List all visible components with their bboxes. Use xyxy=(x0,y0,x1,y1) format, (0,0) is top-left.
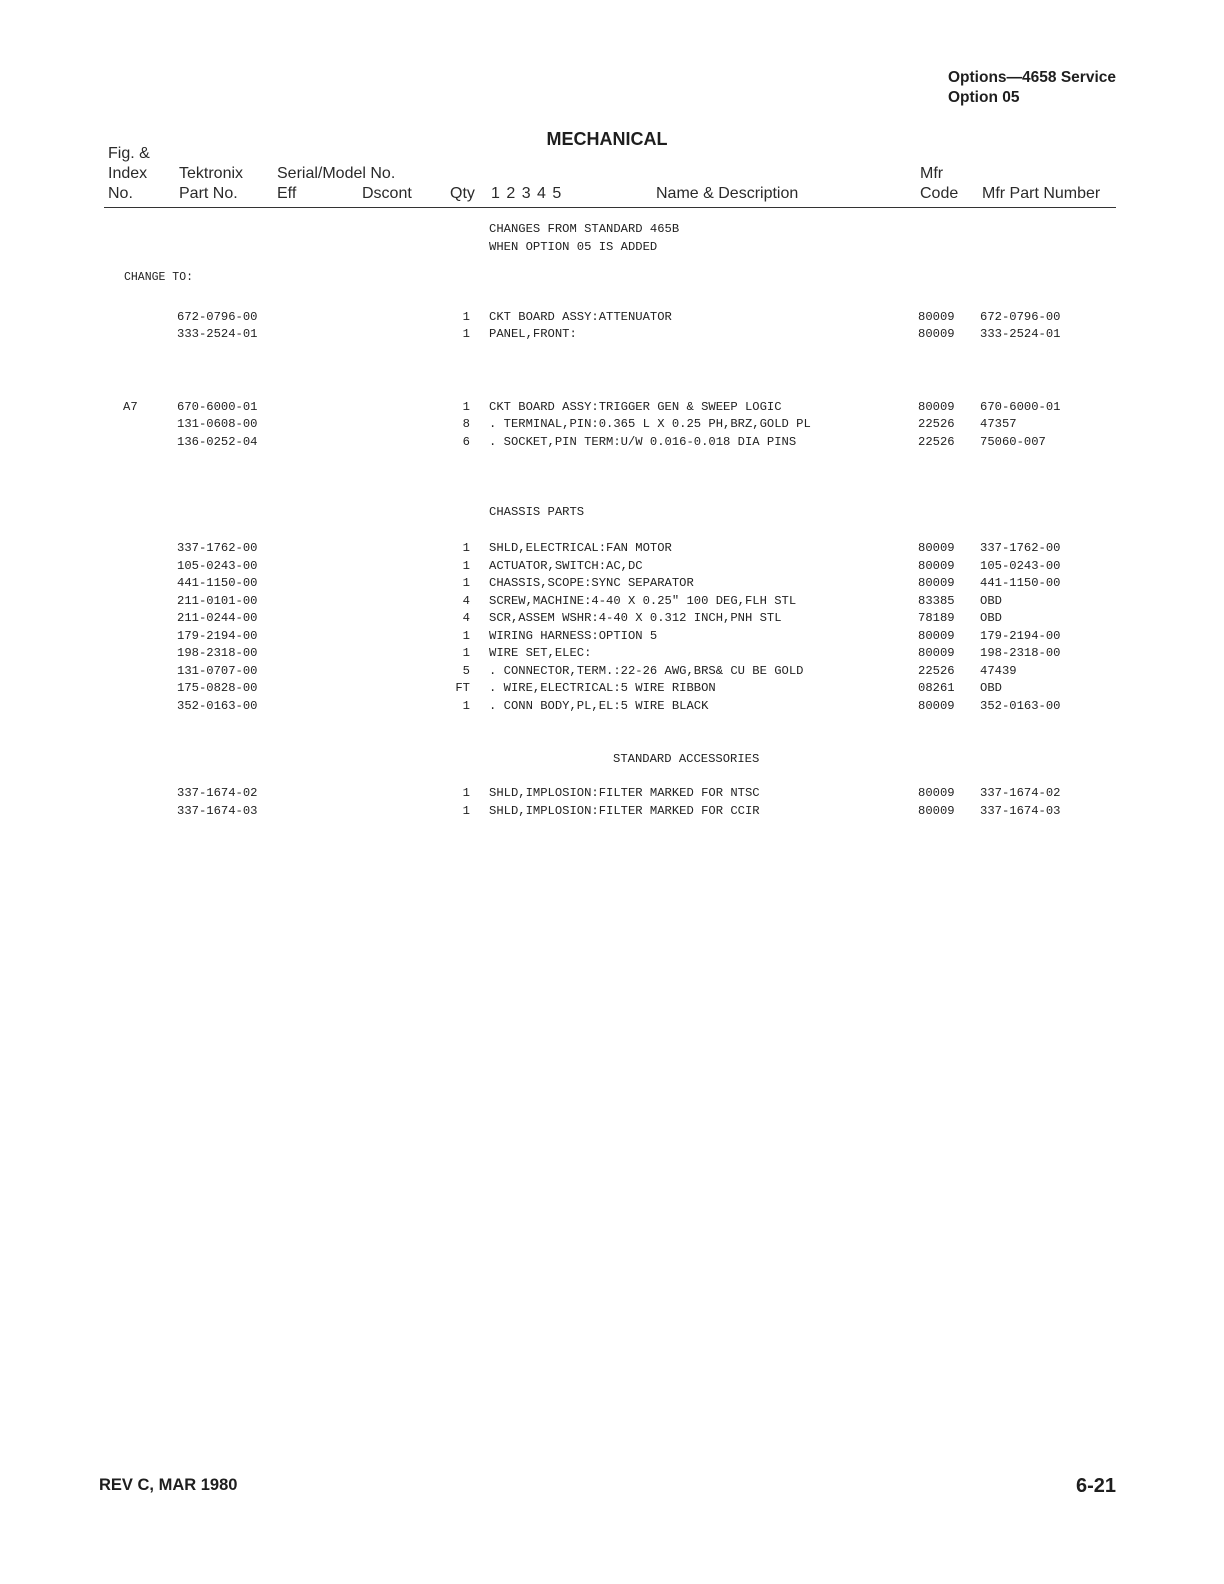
mfr-part-number: 337-1674-02 xyxy=(980,786,1061,800)
col-levels: 1 2 3 4 5 xyxy=(491,185,563,202)
description: CKT BOARD ASSY:ATTENUATOR xyxy=(489,310,672,324)
part-number: 136-0252-04 xyxy=(177,435,258,449)
col-serial-model: Serial/Model No. xyxy=(277,165,396,182)
part-number: 131-0608-00 xyxy=(177,417,258,431)
quantity: 1 xyxy=(462,327,470,341)
standard-accessories-heading: STANDARD ACCESSORIES xyxy=(613,752,760,766)
part-number: 441-1150-00 xyxy=(177,576,258,590)
quantity: 5 xyxy=(462,664,470,678)
mfr-part-number: 105-0243-00 xyxy=(980,559,1061,573)
quantity: 4 xyxy=(462,594,470,608)
col-eff: Eff xyxy=(277,185,297,202)
changes-note-line1: CHANGES FROM STANDARD 465B xyxy=(489,222,680,236)
table-row xyxy=(0,629,1224,647)
description: ACTUATOR,SWITCH:AC,DC xyxy=(489,559,643,573)
part-number: 337-1762-00 xyxy=(177,541,258,555)
description: SCREW,MACHINE:4-40 X 0.25" 100 DEG,FLH STL xyxy=(489,594,797,608)
mfr-part-number: 441-1150-00 xyxy=(980,576,1061,590)
table-row xyxy=(0,804,1224,822)
description: SHLD,IMPLOSION:FILTER MARKED FOR CCIR xyxy=(489,804,760,818)
description: SHLD,ELECTRICAL:FAN MOTOR xyxy=(489,541,672,555)
part-number: 211-0101-00 xyxy=(177,594,258,608)
mfr-code: 80009 xyxy=(918,699,955,713)
part-number: 337-1674-02 xyxy=(177,786,258,800)
mfr-code: 80009 xyxy=(918,646,955,660)
mfr-code: 22526 xyxy=(918,417,955,431)
quantity: 1 xyxy=(462,629,470,643)
section-title: MECHANICAL xyxy=(546,129,668,149)
part-number: 670-6000-01 xyxy=(177,400,258,414)
mfr-code: 22526 xyxy=(918,435,955,449)
description: . TERMINAL,PIN:0.365 L X 0.25 PH,BRZ,GOLD PL xyxy=(489,417,811,431)
running-header-option: Option 05 xyxy=(948,89,1020,106)
mfr-part-number: OBD xyxy=(980,681,1002,695)
description: SCR,ASSEM WSHR:4-40 X 0.312 INCH,PNH STL xyxy=(489,611,782,625)
quantity: 1 xyxy=(462,786,470,800)
part-number: 672-0796-00 xyxy=(177,310,258,324)
mfr-part-number: 352-0163-00 xyxy=(980,699,1061,713)
mfr-code: 80009 xyxy=(918,400,955,414)
description: WIRING HARNESS:OPTION 5 xyxy=(489,629,658,643)
running-header-title: Options—4658 Service xyxy=(948,69,1116,86)
mfr-part-number: 337-1674-03 xyxy=(980,804,1061,818)
mfr-part-number: 198-2318-00 xyxy=(980,646,1061,660)
col-fig-index-line3: No. xyxy=(108,185,133,202)
table-row xyxy=(0,786,1224,804)
description: CKT BOARD ASSY:TRIGGER GEN & SWEEP LOGIC xyxy=(489,400,782,414)
mfr-part-number: 672-0796-00 xyxy=(980,310,1061,324)
table-row xyxy=(0,417,1224,435)
mfr-part-number: OBD xyxy=(980,611,1002,625)
part-number: 131-0707-00 xyxy=(177,664,258,678)
part-number: 211-0244-00 xyxy=(177,611,258,625)
mfr-code: 08261 xyxy=(918,681,955,695)
mfr-code: 22526 xyxy=(918,664,955,678)
mfr-code: 80009 xyxy=(918,786,955,800)
table-row xyxy=(0,576,1224,594)
col-mfr-part-number: Mfr Part Number xyxy=(982,185,1101,202)
table-row xyxy=(0,699,1224,717)
table-row xyxy=(0,541,1224,559)
table-row xyxy=(0,611,1224,629)
header-rule xyxy=(104,207,1116,208)
quantity: 1 xyxy=(462,541,470,555)
fig-index: A7 xyxy=(123,400,138,414)
quantity: 1 xyxy=(462,576,470,590)
description: SHLD,IMPLOSION:FILTER MARKED FOR NTSC xyxy=(489,786,760,800)
change-to-label: CHANGE TO: xyxy=(124,271,194,284)
mfr-part-number: 670-6000-01 xyxy=(980,400,1061,414)
table-row xyxy=(0,310,1224,328)
mfr-code: 80009 xyxy=(918,576,955,590)
table-row xyxy=(0,664,1224,682)
quantity: 1 xyxy=(462,400,470,414)
table-row xyxy=(0,646,1224,664)
table-row xyxy=(0,435,1224,453)
mfr-code: 80009 xyxy=(918,804,955,818)
col-qty: Qty xyxy=(450,185,475,202)
col-fig-index-line2: Index xyxy=(108,165,148,182)
col-mfr-code-line1: Mfr xyxy=(920,165,944,182)
description: . WIRE,ELECTRICAL:5 WIRE RIBBON xyxy=(489,681,716,695)
quantity: 1 xyxy=(462,804,470,818)
quantity: 1 xyxy=(462,646,470,660)
table-row xyxy=(0,594,1224,612)
mfr-code: 78189 xyxy=(918,611,955,625)
part-number: 333-2524-01 xyxy=(177,327,258,341)
mfr-part-number: 179-2194-00 xyxy=(980,629,1061,643)
mfr-code: 80009 xyxy=(918,541,955,555)
description: . CONNECTOR,TERM.:22-26 AWG,BRS& CU BE GOLD xyxy=(489,664,804,678)
part-number: 337-1674-03 xyxy=(177,804,258,818)
col-dscont: Dscont xyxy=(362,185,412,202)
quantity: 4 xyxy=(462,611,470,625)
quantity: 6 xyxy=(462,435,470,449)
part-number: 179-2194-00 xyxy=(177,629,258,643)
col-tektronix-line1: Tektronix xyxy=(179,165,244,182)
description: WIRE SET,ELEC: xyxy=(489,646,592,660)
mfr-part-number: 337-1762-00 xyxy=(980,541,1061,555)
mfr-code: 80009 xyxy=(918,327,955,341)
part-number: 198-2318-00 xyxy=(177,646,258,660)
description: . CONN BODY,PL,EL:5 WIRE BLACK xyxy=(489,699,709,713)
col-fig-index-line1: Fig. & xyxy=(108,145,150,162)
table-row xyxy=(0,327,1224,345)
changes-note-line2: WHEN OPTION 05 IS ADDED xyxy=(489,240,658,254)
description: CHASSIS,SCOPE:SYNC SEPARATOR xyxy=(489,576,694,590)
mfr-part-number: 75060-007 xyxy=(980,435,1046,449)
table-row xyxy=(0,559,1224,577)
quantity: FT xyxy=(455,681,470,695)
part-number: 175-0828-00 xyxy=(177,681,258,695)
chassis-parts-heading: CHASSIS PARTS xyxy=(489,505,585,519)
mfr-part-number: OBD xyxy=(980,594,1002,608)
quantity: 1 xyxy=(462,559,470,573)
mfr-code: 80009 xyxy=(918,629,955,643)
description: PANEL,FRONT: xyxy=(489,327,577,341)
page-number: 6-21 xyxy=(1075,1475,1116,1497)
quantity: 1 xyxy=(462,310,470,324)
mfr-code: 83385 xyxy=(918,594,955,608)
table-row xyxy=(0,681,1224,699)
running-header xyxy=(948,68,1116,108)
quantity: 8 xyxy=(462,417,470,431)
description: . SOCKET,PIN TERM:U/W 0.016-0.018 DIA PINS xyxy=(489,435,797,449)
part-number: 352-0163-00 xyxy=(177,699,258,713)
table-row xyxy=(0,400,1224,418)
col-name-description: Name & Description xyxy=(656,185,799,202)
part-number: 105-0243-00 xyxy=(177,559,258,573)
mfr-code: 80009 xyxy=(918,559,955,573)
mfr-part-number: 47357 xyxy=(980,417,1017,431)
mfr-code: 80009 xyxy=(918,310,955,324)
col-tektronix-line2: Part No. xyxy=(179,185,238,202)
mfr-part-number: 47439 xyxy=(980,664,1017,678)
mfr-part-number: 333-2524-01 xyxy=(980,327,1061,341)
revision-date: REV C, MAR 1980 xyxy=(99,1476,238,1494)
quantity: 1 xyxy=(462,699,470,713)
col-mfr-code-line2: Code xyxy=(920,185,959,202)
